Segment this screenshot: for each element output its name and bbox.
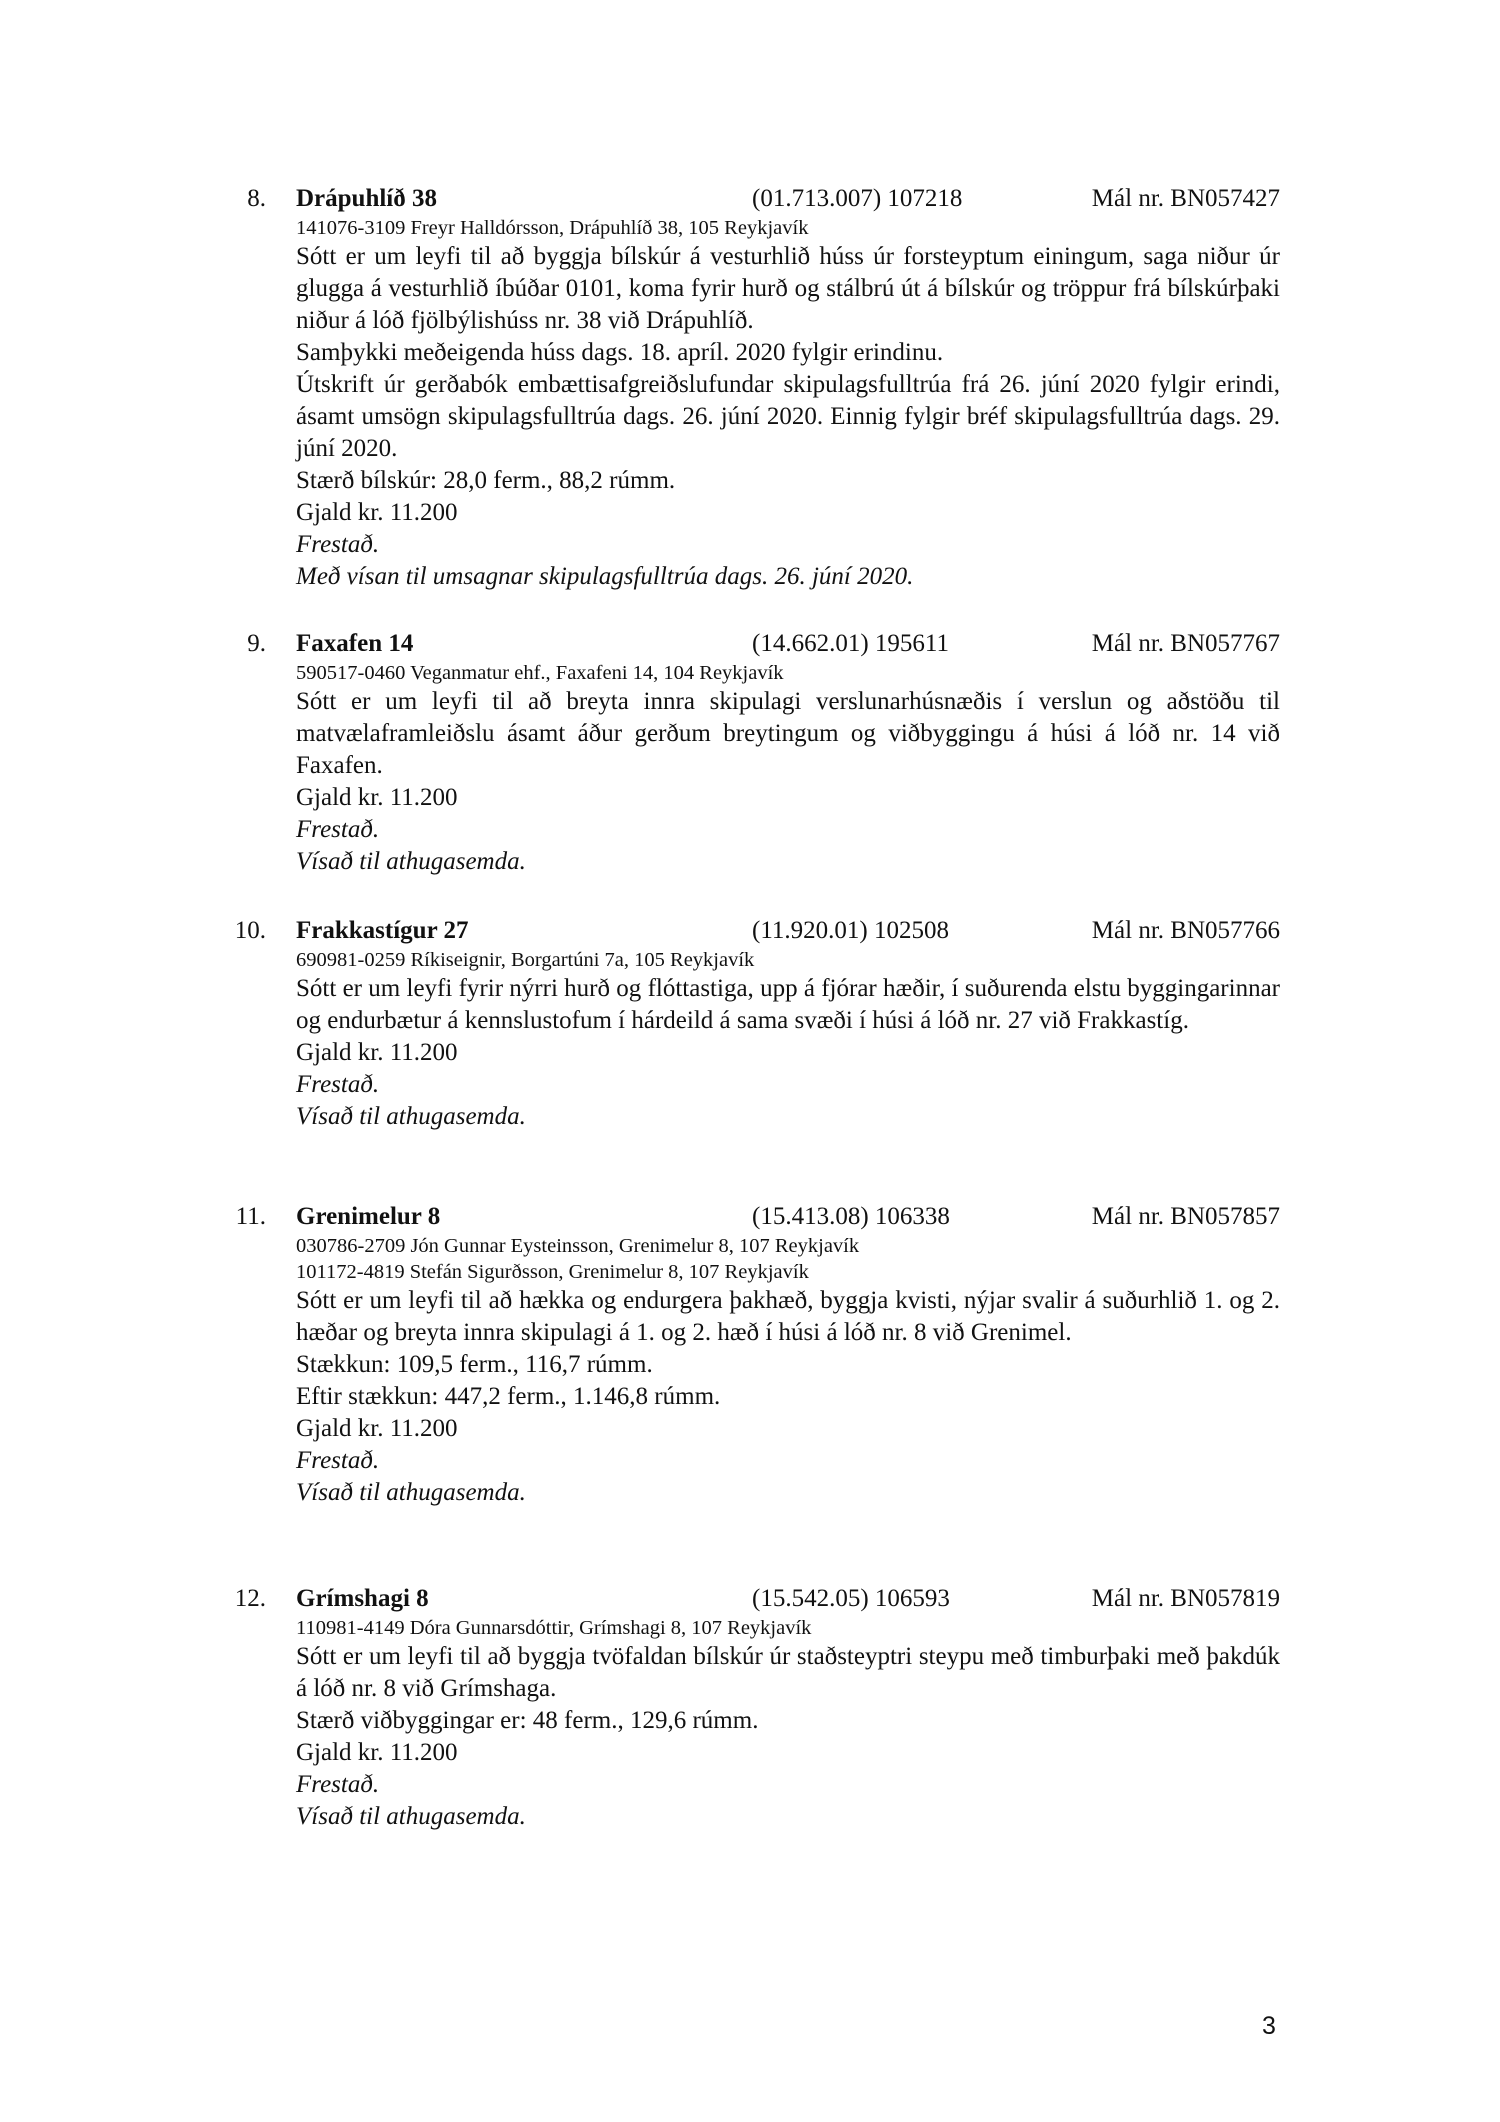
agenda-item xyxy=(226,1201,1280,1509)
note-line: Vísað til athugasemda. xyxy=(296,1803,526,1830)
item-reference: (14.662.01) 195611 xyxy=(752,630,949,657)
item-number: 11. xyxy=(235,1203,266,1230)
case-number: Mál nr. BN057767 xyxy=(1091,630,1280,657)
note-line: Vísað til athugasemda. xyxy=(296,1479,526,1506)
agenda-item xyxy=(226,1583,1280,1833)
item-reference: (11.920.01) 102508 xyxy=(752,917,949,944)
agenda-item xyxy=(226,915,1280,1133)
case-number: Mál nr. BN057819 xyxy=(1091,1585,1280,1612)
case-number: Mál nr. BN057857 xyxy=(1091,1203,1280,1230)
item-reference: (15.542.05) 106593 xyxy=(752,1585,950,1612)
applicant: 141076-3109 Freyr Halldórsson, Drápuhlíð 38, 105 Reykjavík xyxy=(296,217,809,239)
size-line: Stærð bílskúr: 28,0 ferm., 88,2 rúmm. xyxy=(296,467,676,494)
fee-line: Gjald kr. 11.200 xyxy=(296,1739,458,1766)
item-header xyxy=(226,628,1280,660)
agenda-item xyxy=(226,628,1280,878)
item-title: Grenimelur 8 xyxy=(296,1203,441,1230)
status-line: Frestað. xyxy=(296,531,380,558)
item-reference: (15.413.08) 106338 xyxy=(752,1203,950,1230)
item-number: 10. xyxy=(234,917,266,944)
status-line: Frestað. xyxy=(296,1071,380,1098)
note-line: Vísað til athugasemda. xyxy=(296,848,526,875)
item-title: Frakkastígur 27 xyxy=(296,917,469,944)
fee-line: Gjald kr. 11.200 xyxy=(296,1039,458,1066)
note-line: Vísað til athugasemda. xyxy=(296,1103,526,1130)
status-line: Frestað. xyxy=(296,1447,380,1474)
item-number: 8. xyxy=(247,185,266,212)
item-description: Sótt er um leyfi til að byggja bílskúr á vesturhlið húss úr forsteyptum einingum, saga niður úr glugga á vesturhlið íbúðar 0101, koma fyrir hurð og stálbrú út á bílskúr og tröppur frá bílskúrþaki niður á lóð fjölbýlishúss nr. 38 við Drápuhlíð. xyxy=(296,243,1280,334)
item-title: Faxafen 14 xyxy=(296,630,414,657)
item-reference: (01.713.007) 107218 xyxy=(752,185,963,212)
applicant: 110981-4149 Dóra Gunnarsdóttir, Grímshagi 8, 107 Reykjavík xyxy=(296,1617,812,1639)
page-number: 3 xyxy=(1262,2012,1276,2040)
applicant: 590517-0460 Veganmatur ehf., Faxafeni 14, 104 Reykjavík xyxy=(296,662,784,684)
case-number: Mál nr. BN057766 xyxy=(1091,917,1280,944)
case-number: Mál nr. BN057427 xyxy=(1091,185,1280,212)
note-line: Með vísan til umsagnar skipulagsfulltrúa dags. 26. júní 2020. xyxy=(296,563,914,590)
applicant: 101172-4819 Stefán Sigurðsson, Grenimelur 8, 107 Reykjavík xyxy=(296,1261,809,1283)
fee-line: Gjald kr. 11.200 xyxy=(296,784,458,811)
applicant: 030786-2709 Jón Gunnar Eysteinsson, Grenimelur 8, 107 Reykjavík xyxy=(296,1235,860,1257)
item-number: 12. xyxy=(234,1585,266,1612)
item-description: Sótt er um leyfi fyrir nýrri hurð og flóttastiga, upp á fjórar hæðir, í suðurenda elstu byggingarinnar og endurbætur á kennslustofum í hárdeild á sama svæði í húsi á lóð nr. 27 við Frakkastíg. xyxy=(296,975,1280,1034)
status-line: Frestað. xyxy=(296,1771,380,1798)
expansion-line: Stækkun: 109,5 ferm., 116,7 rúmm. xyxy=(296,1351,653,1378)
fee-line: Gjald kr. 11.200 xyxy=(296,1415,458,1442)
fee-line: Gjald kr. 11.200 xyxy=(296,499,458,526)
item-title: Grímshagi 8 xyxy=(296,1585,429,1612)
applicant: 690981-0259 Ríkiseignir, Borgartúni 7a, 105 Reykjavík xyxy=(296,949,755,971)
extract-line: Útskrift úr gerðabók embættisafgreiðslufundar skipulagsfulltrúa frá 26. júní 2020 fylgir erindi, ásamt umsögn skipulagsfulltrúa dags. 26. júní 2020. Einnig fylgir bréf skipulagsfulltrúa dags. 29. júní 2020. xyxy=(296,371,1280,462)
item-header xyxy=(226,915,1280,947)
item-header xyxy=(226,183,1280,215)
item-header xyxy=(226,1583,1280,1615)
item-description: Sótt er um leyfi til að breyta innra skipulagi verslunarhúsnæðis í verslun og aðstöðu til matvælaframleiðslu ásamt áður gerðum breytingum og viðbyggingu á húsi á lóð nr. 14 við Faxafen. xyxy=(296,688,1280,779)
item-header xyxy=(226,1201,1280,1233)
item-number: 9. xyxy=(247,630,266,657)
status-line: Frestað. xyxy=(296,816,380,843)
item-description: Sótt er um leyfi til að byggja tvöfaldan bílskúr úr staðsteyptri steypu með timburþaki með þakdúk á lóð nr. 8 við Grímshaga. xyxy=(296,1643,1280,1702)
after-expansion-line: Eftir stækkun: 447,2 ferm., 1.146,8 rúmm. xyxy=(296,1383,721,1410)
agenda-item xyxy=(226,183,1280,593)
item-title: Drápuhlíð 38 xyxy=(296,185,438,212)
item-description: Sótt er um leyfi til að hækka og endurgera þakhæð, byggja kvisti, nýjar svalir á suðurhlið 1. og 2. hæðar og breyta innra skipulagi á 1. og 2. hæð í húsi á lóð nr. 8 við Grenimel. xyxy=(296,1287,1280,1346)
size-line: Stærð viðbyggingar er: 48 ferm., 129,6 rúmm. xyxy=(296,1707,759,1734)
consent-line: Samþykki meðeigenda húss dags. 18. apríl. 2020 fylgir erindinu. xyxy=(296,339,944,366)
